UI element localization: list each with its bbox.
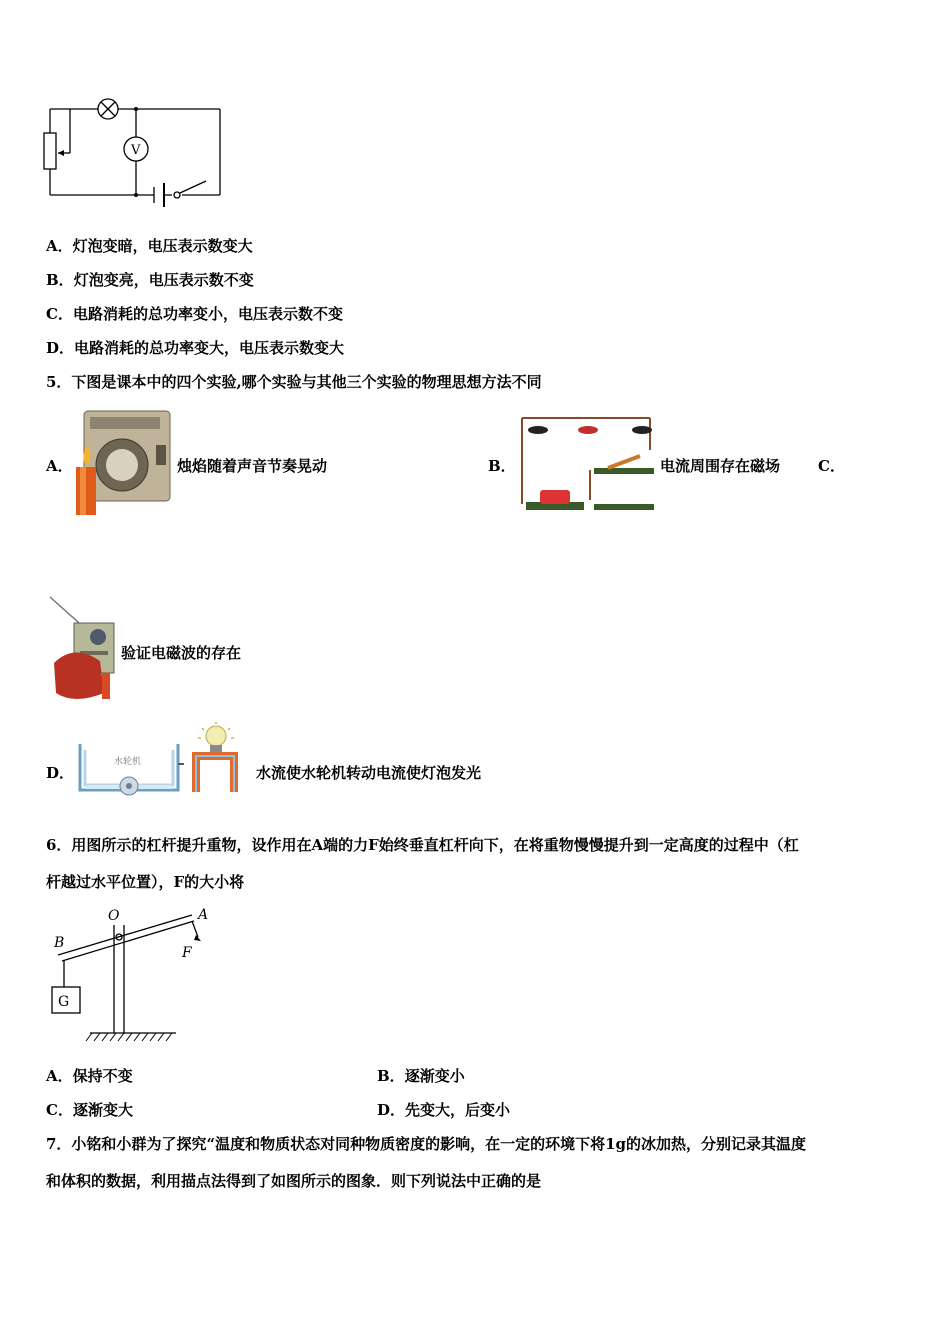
q5-b-oersted-image xyxy=(518,410,658,516)
lever-diagram xyxy=(40,905,220,1045)
q6-option-a: A．保持不变 xyxy=(46,1067,133,1085)
q5-option-c-letter: C． xyxy=(818,457,845,475)
q5-c-radio-image xyxy=(44,593,120,705)
label-A: A xyxy=(198,907,209,923)
q6-stem-line2: 杆越过水平位置），F的大小将 xyxy=(46,873,245,891)
label-F: F xyxy=(182,945,192,961)
q7-stem-line2: 和体积的数据，利用描点法得到了如图所示的图象．则下列说法中正确的是 xyxy=(46,1172,542,1190)
q6-option-d: D．先变大，后变小 xyxy=(377,1101,511,1119)
q6-option-b: B．逐渐变小 xyxy=(377,1067,465,1085)
q5-option-a-text: 烛焰随着声音节奏晃动 xyxy=(177,457,328,475)
q4-option-d: D．电路消耗的总功率变大，电压表示数变大 xyxy=(46,339,345,357)
q5-d-water-turbine-image xyxy=(74,740,186,798)
label-G: G xyxy=(58,994,70,1010)
q4-option-c: C．电路消耗的总功率变小，电压表示数不变 xyxy=(46,305,343,323)
label-O: O xyxy=(108,908,120,924)
q6-stem-line1: 6．用图所示的杠杆提升重物，设作用在A端的力F始终垂直杠杆向下，在将重物慢慢提升到一定高度的过程中（杠 xyxy=(46,836,799,854)
q5-option-d-letter: D． xyxy=(46,764,75,782)
q4-option-b: B．灯泡变亮，电压表示数不变 xyxy=(46,271,254,289)
q5-option-b-letter: B． xyxy=(488,457,516,475)
circuit-diagram xyxy=(40,95,230,210)
label-B: B xyxy=(54,935,65,951)
q5-option-b-text: 电流周围存在磁场 xyxy=(660,457,781,475)
voltmeter-symbol: V xyxy=(131,143,141,158)
q6-option-c: C．逐渐变大 xyxy=(46,1101,133,1119)
water-turbine-label: 水轮机 xyxy=(114,757,142,767)
q5-d-bulb-pipe-image xyxy=(190,722,254,796)
q5-option-a-letter: A． xyxy=(46,457,73,475)
q4-option-a: A．灯泡变暗，电压表示数变大 xyxy=(46,237,253,255)
q5-a-speaker-candle-image xyxy=(72,405,174,517)
q5-option-c-text: 验证电磁波的存在 xyxy=(121,644,242,662)
q5-option-d-text: 水流使水轮机转动电流使灯泡发光 xyxy=(256,764,482,782)
q7-stem-line1: 7．小铭和小群为了探究“温度和物质状态对同种物质密度的影响，在一定的环境下将1g的冰加热，分别记录其温度 xyxy=(46,1135,806,1153)
q5-stem: 5．下图是课本中的四个实验,哪个实验与其他三个实验的物理思想方法不同 xyxy=(46,373,542,391)
